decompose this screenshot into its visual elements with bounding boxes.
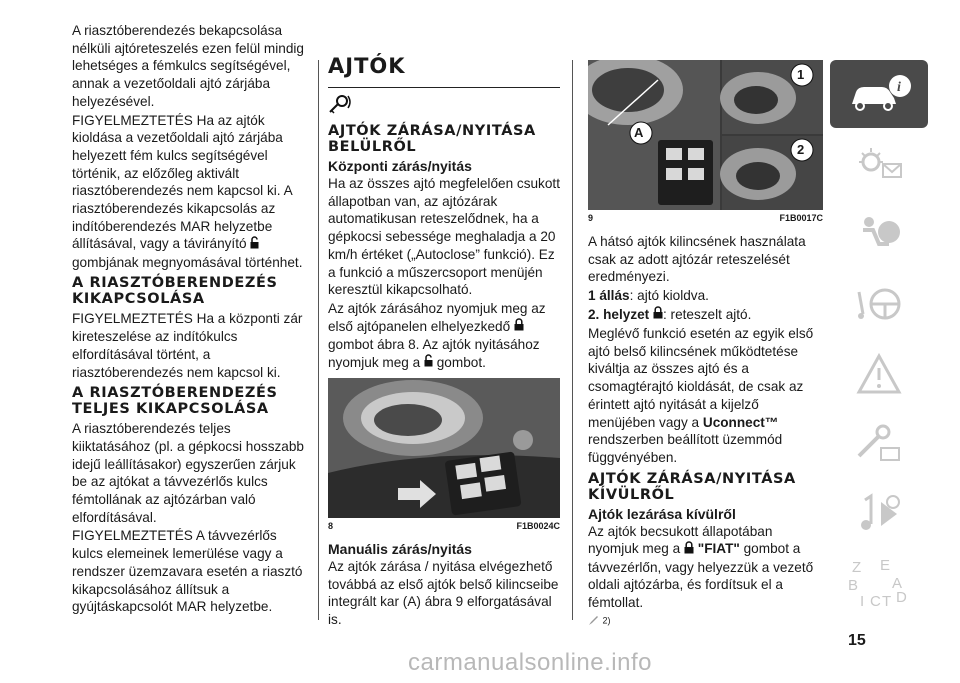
subsection-heading: Központi zárás/nyitás <box>328 158 472 174</box>
lock-icon <box>514 318 524 336</box>
paragraph: Meglévő funkció esetén az egyik első ajtó belső kilincsének működtetése kiváltja az összes ajtó és a csomagtérajtó kioldását, de csak az érintett ajtó nyitását a kijelző menüjében vagy a Uconnect™ rendszerben beállított üzemmód függvényében. <box>588 326 814 465</box>
figure-caption <box>588 213 823 223</box>
figure-label-a: A <box>634 125 644 140</box>
subsection-heading: Manuális zárás/nyitás <box>328 540 472 557</box>
steering-wheel-icon[interactable] <box>830 270 928 338</box>
section-heading: A RIASZTÓBERENDEZÉS KIKAPCSOLÁSA <box>72 275 278 308</box>
warning-lights-icon[interactable] <box>830 130 928 198</box>
figure-label-2: 2 <box>797 142 805 157</box>
service-icon[interactable] <box>830 410 928 478</box>
figure-label-1: 1 <box>797 67 805 82</box>
figure-8-door-panel <box>328 378 560 518</box>
page-number: 15 <box>848 632 866 649</box>
index-letter: C <box>870 593 881 610</box>
unlock-icon <box>424 354 433 372</box>
lock-icon <box>684 541 694 559</box>
index-letter: E <box>880 557 891 574</box>
paragraph: 2. helyzet : reteszelt ajtó. <box>588 306 823 324</box>
paragraph: FIGYELMEZTETÉS Ha az ajtók kioldása a vezetőoldali ajtó zárjába helyezett fém kulcs segítségével történik, az előzőleg aktivált riasztóberendezés nem kapcsol ki. A riasztóberendezés kikapcsolás az indítóberendezés MAR helyzetbe állításával, vagy a távirányító gombjának megnyomásával történhet. <box>72 112 303 270</box>
figure-caption <box>328 521 560 531</box>
column-divider <box>318 60 319 620</box>
column-divider <box>572 60 573 620</box>
section-heading: AJTÓK ZÁRÁSA/NYITÁSA KÍVÜLRŐL <box>588 470 796 503</box>
chapter-sidebar <box>830 60 928 620</box>
paragraph: Az ajtók zárásához nyomjuk meg az első ajtópanelen elhelyezkedő gombot ábra 8. Az ajtók nyitásához nyomjuk meg a gombot. <box>328 300 560 372</box>
paragraph: A riasztóberendezés bekapcsolása nélküli ajtóreteszelés ezen felül mindig lehetséges a fémkulcs segítségével, annak a vezetőoldali ajtó zárjába helyezésével. <box>72 23 304 109</box>
pencil-icon <box>588 614 600 628</box>
column-3 <box>588 60 823 628</box>
paragraph: A riasztóberendezés teljes kiiktatásához (pl. a gépkocsi hosszabb idejű leállításakor) egyszerűen zárjuk be az ajtókat a távvezérlős kulcs fémtollának az ajtózárban való elfordításával. <box>72 421 304 525</box>
figure-number: 8 <box>328 520 334 531</box>
index-letter: T <box>882 593 892 610</box>
unlock-icon <box>250 236 259 254</box>
column-2 <box>328 22 560 630</box>
note-reference: 2) <box>588 614 823 628</box>
figure-9-door-handle <box>588 60 823 210</box>
index-letter: D <box>896 589 907 606</box>
index-letter: B <box>848 577 859 594</box>
paragraph: 1 állás: ajtó kioldva. <box>588 288 709 304</box>
key-icon <box>328 94 560 119</box>
title-rule <box>328 87 560 88</box>
index-letter: I <box>860 593 865 610</box>
paragraph: FIGYELMEZTETÉS A távvezérlős kulcs elemeinek lemerülése vagy a rendszer üzemzavara esetén a riasztó kikapcsolásához állítsuk a gyújtáskapcsolót MAR helyzetbe. <box>72 528 303 615</box>
paragraph: Az ajtók becsukott állapotában nyomjuk meg a "FIAT" gombot a távvezérlőn, vagy helyezzük a vezető oldali ajtózárba, és fordítsuk el a fémtollat. <box>588 523 814 611</box>
figure-number: 9 <box>588 213 594 223</box>
airbag-icon[interactable] <box>830 200 928 268</box>
paragraph: Ha az összes ajtó megfelelően csukott állapotban van, az ajtózárak automatikusan reteszelődnek, ha a gépkocsi sebessége meghaladja a 20 km/h értéket („Autoclose” funkció). Ez a funkció a műszercsoport menüjén keresztül kikapcsolható. <box>328 176 560 298</box>
car-info-icon[interactable] <box>830 60 928 128</box>
index-icon[interactable] <box>830 550 928 618</box>
tools-icon[interactable] <box>830 340 928 408</box>
index-letter: A <box>892 575 903 592</box>
section-heading: A RIASZTÓBERENDEZÉS TELJES KIKAPCSOLÁSA <box>72 385 278 418</box>
chapter-title: AJTÓK <box>328 54 406 78</box>
column-1 <box>72 22 308 617</box>
paragraph: A hátsó ajtók kilincsének használata csak az adott ajtózár reteszelését eredményezi. <box>588 234 806 285</box>
multimedia-icon[interactable] <box>830 480 928 548</box>
lock-icon <box>653 306 663 324</box>
subsection-heading: Ajtók lezárása kívülről <box>588 505 736 522</box>
watermark: carmanualsonline.info <box>408 649 652 676</box>
paragraph: FIGYELMEZTETÉS Ha a központi zár kireteszelése az indítókulcs elfordításával történt, a riasztóberendezés nem kapcsol ki. <box>72 311 303 380</box>
paragraph: Az ajtók zárása / nyitása elvégezhető továbbá az első ajtók belső kilincseibe integrált kar (A) ábra 9 elforgatásával is. <box>328 558 559 627</box>
section-heading: AJTÓK ZÁRÁSA/NYITÁSA BELÜLRŐL <box>328 123 536 155</box>
index-letter: Z <box>852 559 862 576</box>
svg-text:i: i <box>897 80 901 95</box>
figure-code: F1B0017C <box>779 213 823 223</box>
figure-code: F1B0024C <box>516 520 560 531</box>
